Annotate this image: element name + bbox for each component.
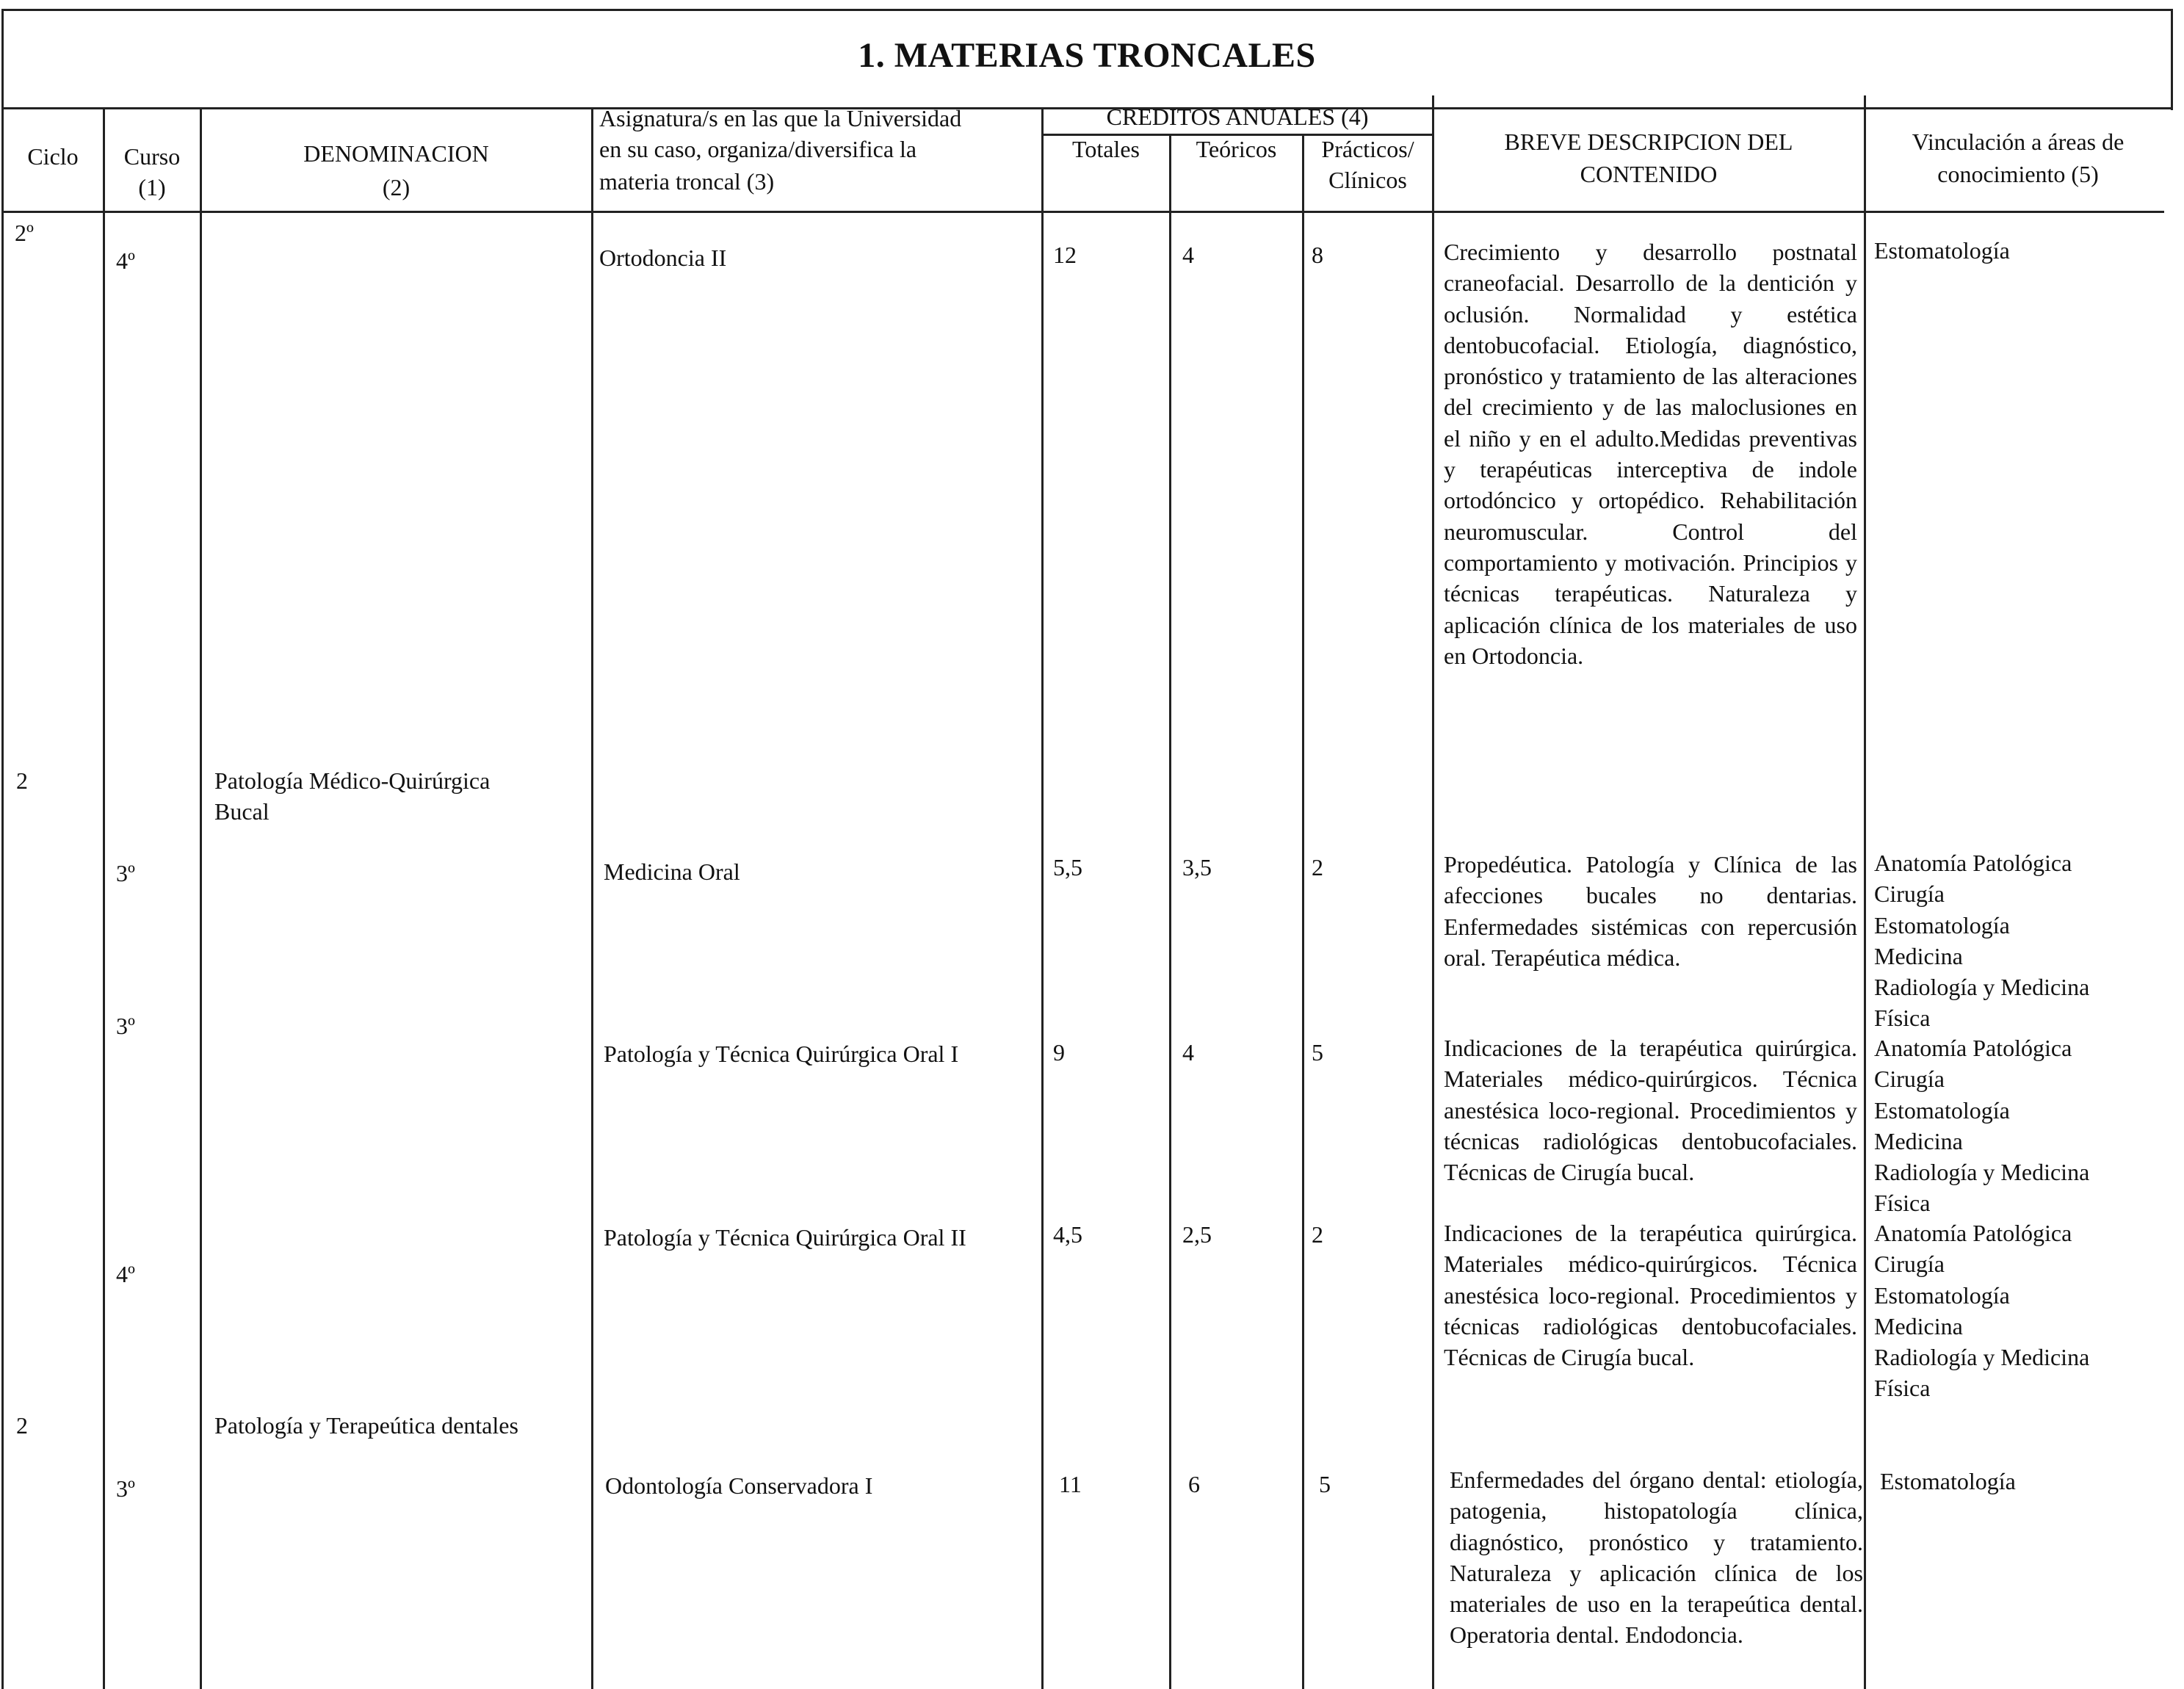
row-teoricos: 4 <box>1182 1039 1194 1066</box>
row-descripcion: Propedéutica. Patología y Clínica de las afecciones bucales no dentarias. Enfermedades sistémicas con repercusión oral. Terapéutica médica. <box>1444 851 1857 971</box>
row-asignatura: Medicina Oral <box>604 858 740 885</box>
row-curso: 3º <box>116 860 135 886</box>
row-asignatura: Ortodoncia II <box>599 245 727 271</box>
row-descripcion: Enfermedades del órgano dental: etiología, patogenia, histopatología clínica, diagnóstico, pronóstico y tratamiento. Naturaleza y aplicación clínica de los materiales de uso en la terapeútica dental. Operatoria dental. Endodoncia. <box>1450 1466 1863 1649</box>
col-divider-practicos <box>1432 95 1434 1689</box>
col-divider-denominacion <box>591 107 593 1689</box>
col-divider-curso <box>200 107 202 1689</box>
area-item: Radiología y Medicina <box>1874 1344 2090 1371</box>
header-descripcion-line2: CONTENIDO <box>1580 161 1718 187</box>
header-creditos-anuales: CREDITOS ANUALES (4) <box>1106 104 1369 130</box>
area-item: Estomatología <box>1874 1096 2010 1124</box>
area-item: Radiología y Medicina <box>1874 974 2090 1001</box>
header-bottom-border <box>1 211 2164 213</box>
group-denominacion: Patología y Terapeútica dentales <box>214 1412 518 1439</box>
row-descripcion: Indicaciones de la terapéutica quirúrgica. Materiales médico-quirúrgicos. Técnica anestésica loco-regional. Procedimientos y técnicas radiológicas dentobucofaciales. Técnicas de Cirugía bucal. <box>1444 1035 1857 1186</box>
header-asignatura-line2: en su caso, organiza/diversifica la <box>599 136 917 162</box>
row-areas <box>1880 1466 2181 1497</box>
col-divider-asignatura <box>1041 107 1044 1689</box>
row-descripcion: Indicaciones de la terapéutica quirúrgica. Materiales médico-quirúrgicos. Técnica anestésica loco-regional. Procedimientos y técnicas radiológicas dentobucofaciales. Técnicas de Cirugía bucal. <box>1444 1220 1857 1371</box>
row-curso: 3º <box>116 1013 135 1039</box>
group-ciclo: 2º <box>15 220 34 246</box>
left-border <box>1 9 4 1689</box>
group-denominacion: Patología Médico-Quirúrgica <box>214 767 491 794</box>
header-teoricos: Teóricos <box>1196 136 1277 162</box>
area-item: Anatomía Patológica <box>1874 1220 2072 1246</box>
row-teoricos: 4 <box>1182 242 1194 268</box>
area-item: Estomatología <box>1880 1468 2016 1494</box>
group-ciclo: 2 <box>16 767 28 794</box>
row-asignatura: Patología y Técnica Quirúrgica Oral I <box>604 1041 959 1067</box>
area-item: Estomatología <box>1874 1281 2010 1309</box>
col-divider-teoricos <box>1302 134 1304 1689</box>
row-totales: 4,5 <box>1053 1221 1082 1248</box>
col-divider-totales <box>1169 134 1171 1689</box>
row-areas <box>1874 1218 2175 1404</box>
header-vinculacion-line2: conocimiento (5) <box>1937 161 2099 187</box>
row-areas <box>1874 235 2175 266</box>
header-curso-note: (1) <box>138 174 166 200</box>
area-item: Física <box>1874 1005 1931 1032</box>
row-totales: 11 <box>1059 1471 1082 1497</box>
row-areas <box>1874 847 2175 1034</box>
row-totales: 9 <box>1053 1039 1065 1066</box>
area-item: Radiología y Medicina <box>1874 1159 2090 1186</box>
header-descripcion-line1: BREVE DESCRIPCION DEL <box>1504 129 1793 155</box>
row-curso: 4º <box>116 1261 135 1287</box>
area-item: Física <box>1874 1190 1931 1217</box>
area-item: Medicina <box>1874 1127 1963 1154</box>
group-ciclo: 2 <box>16 1412 28 1439</box>
top-border <box>1 9 2172 11</box>
row-teoricos: 3,5 <box>1182 854 1212 880</box>
row-areas <box>1874 1032 2175 1219</box>
area-item: Anatomía Patológica <box>1874 850 2072 876</box>
row-descripcion: Crecimiento y desarrollo postnatal craneofacial. Desarrollo de la dentición y oclusión. Normalidad y estética dentobucofacial. Etiología, diagnóstico, pronóstico y tratamiento de las alteraciones del crecimiento y de las maloclusiones en el niño y en el adulto.Medidas preventivas y terapéuticas interceptiva de indole ortodóncico y ortopédico. Rehabilitación neuromuscular. Control del comportamiento y motivación. Principios y técnicas terapéuticas. Naturaleza y aplicación clínica de los materiales de uso en Ortodoncia. <box>1444 239 1857 669</box>
area-item: Cirugía <box>1874 880 1945 908</box>
page-title: 1. MATERIAS TRONCALES <box>858 36 1316 75</box>
row-practicos: 8 <box>1312 242 1323 268</box>
header-practicos-line1: Prácticos/ <box>1321 136 1414 162</box>
area-item: Estomatología <box>1874 237 2010 264</box>
row-totales: 12 <box>1053 242 1077 268</box>
row-asignatura: Patología y Técnica Quirúrgica Oral II <box>604 1224 966 1251</box>
header-totales: Totales <box>1072 136 1140 162</box>
row-practicos: 5 <box>1312 1039 1323 1066</box>
col-divider-ciclo <box>103 107 105 1689</box>
area-item: Medicina <box>1874 942 1963 969</box>
row-practicos: 2 <box>1312 854 1323 880</box>
header-vinculacion-line1: Vinculación a áreas de <box>1912 129 2125 155</box>
row-curso: 4º <box>116 247 135 274</box>
row-practicos: 2 <box>1312 1221 1323 1248</box>
row-curso: 3º <box>116 1475 135 1502</box>
row-asignatura: Odontología Conservadora I <box>605 1472 873 1499</box>
header-curso: Curso <box>123 143 181 170</box>
header-denominacion-note: (2) <box>382 174 411 200</box>
group-denominacion: Bucal <box>214 798 270 825</box>
area-item: Física <box>1874 1375 1931 1402</box>
row-practicos: 5 <box>1319 1471 1331 1497</box>
header-ciclo: Ciclo <box>27 143 79 170</box>
header-asignatura-line1: Asignatura/s en las que la Universidad <box>599 105 962 131</box>
row-teoricos: 2,5 <box>1182 1221 1212 1248</box>
area-item: Cirugía <box>1874 1066 1945 1093</box>
area-item: Cirugía <box>1874 1251 1945 1278</box>
area-item: Medicina <box>1874 1312 1963 1339</box>
header-denominacion: DENOMINACION <box>303 140 489 167</box>
area-item: Anatomía Patológica <box>1874 1035 2072 1061</box>
header-practicos-line2: Clínicos <box>1328 167 1407 193</box>
area-item: Estomatología <box>1874 911 2010 938</box>
row-totales: 5,5 <box>1053 854 1082 880</box>
row-teoricos: 6 <box>1188 1471 1200 1497</box>
header-asignatura-line3: materia troncal (3) <box>599 168 775 195</box>
col-divider-descripcion <box>1864 95 1866 1689</box>
